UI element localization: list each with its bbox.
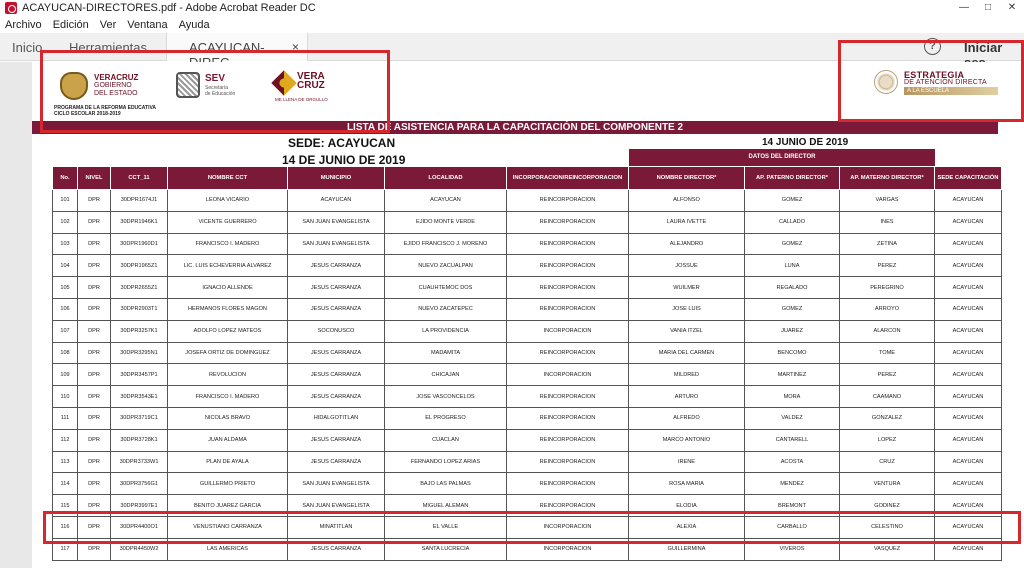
table-cell: DPR	[78, 233, 111, 255]
table-cell: ACOSTA	[745, 451, 840, 473]
menu-archivo[interactable]: Archivo	[5, 18, 42, 31]
table-cell: ACAYUCAN	[935, 429, 1002, 451]
table-cell: JOSSUE	[629, 255, 745, 277]
table-cell: BREMONT	[745, 495, 840, 517]
program-info: PROGRAMA DE LA REFORMA EDUCATIVA CICLO ESCOLAR 2018-2019	[54, 105, 157, 117]
table-cell: LUNA	[745, 255, 840, 277]
table-cell: 30DPR2903T1	[111, 298, 168, 320]
table-cell: ACAYUCAN	[935, 190, 1002, 212]
table-cell: MIGUEL ALEMAN	[385, 495, 507, 517]
table-cell: EJIDO MONTE VERDE	[385, 211, 507, 233]
table-cell: EL VALLE	[385, 516, 507, 538]
table-cell: REINCORPORACION	[507, 211, 629, 233]
table-cell: VASQUEZ	[840, 538, 935, 560]
table-cell: JOSEFA ORTIZ DE DOMINGUEZ	[168, 342, 288, 364]
table-cell: EL PROGRESO	[385, 407, 507, 429]
table-header-row	[53, 167, 1002, 190]
table-cell: 110	[53, 386, 78, 408]
column-header: MUNICIPIO	[288, 167, 385, 190]
table-cell: ACAYUCAN	[935, 342, 1002, 364]
table-row	[53, 342, 1002, 364]
pdf-icon	[5, 2, 17, 14]
table-cell: DPR	[78, 451, 111, 473]
table-cell: ADOLFO LOPEZ MATEOS	[168, 320, 288, 342]
table-cell: PEREGRINO	[840, 277, 935, 299]
table-cell: 30DPR3457P1	[111, 364, 168, 386]
table-cell: 101	[53, 190, 78, 212]
table-cell: ACAYUCAN	[385, 190, 507, 212]
column-header: NOMBRE DIRECTOR*	[629, 167, 745, 190]
table-cell: JOSE VASCONCELOS	[385, 386, 507, 408]
column-header: INCORPORACION/REINCORPORACION	[507, 167, 629, 190]
table-cell: 30DPR3543E1	[111, 386, 168, 408]
table-cell: 116	[53, 516, 78, 538]
table-cell: PLAN DE AYALA	[168, 451, 288, 473]
table-cell: 30DPR1965Z1	[111, 255, 168, 277]
table-cell: LA PROVIDENCIA	[385, 320, 507, 342]
table-row	[53, 386, 1002, 408]
estrategia-line2: DE ATENCIÓN DIRECTA	[904, 79, 987, 86]
table-cell: SOCONUSCO	[288, 320, 385, 342]
table-cell: BAJO LAS PALMAS	[385, 473, 507, 495]
column-header: NIVEL	[78, 167, 111, 190]
menu-ventana[interactable]: Ventana	[127, 18, 168, 31]
table-cell: ACAYUCAN	[935, 298, 1002, 320]
table-cell: 30DPR1946K1	[111, 211, 168, 233]
table-cell: SAN JUAN EVANGELISTA	[288, 233, 385, 255]
tab-tools[interactable]: Herramientas	[69, 40, 148, 55]
table-cell: 104	[53, 255, 78, 277]
table-cell: NUEVO ZACATEPEC	[385, 298, 507, 320]
table-cell: CRUZ	[840, 451, 935, 473]
table-cell: GUILLERMINA	[629, 538, 745, 560]
highlight-box-logos	[40, 50, 390, 133]
table-cell: INES	[840, 211, 935, 233]
table-cell: TOME	[840, 342, 935, 364]
table-cell: VICENTE GUERRERO	[168, 211, 288, 233]
datos-director-header: DATOS DEL DIRECTOR	[629, 149, 935, 166]
table-cell: REINCORPORACION	[507, 473, 629, 495]
window-controls	[952, 0, 1024, 16]
table-cell: 113	[53, 451, 78, 473]
table-cell: 108	[53, 342, 78, 364]
table-cell: ACAYUCAN	[935, 233, 1002, 255]
table-cell: REVOLUCION	[168, 364, 288, 386]
table-cell: JESUS CARRANZA	[288, 538, 385, 560]
table-row	[53, 298, 1002, 320]
table-cell: ACAYUCAN	[935, 277, 1002, 299]
table-cell: ACAYUCAN	[935, 386, 1002, 408]
window-title: ACAYUCAN-DIRECTORES.pdf - Adobe Acrobat Reader DC	[22, 2, 316, 14]
table-cell: ARTURO	[629, 386, 745, 408]
table-cell: REINCORPORACION	[507, 429, 629, 451]
table-cell: 30DPR3728K1	[111, 429, 168, 451]
menu-ver[interactable]: Ver	[99, 18, 117, 31]
table-row	[53, 211, 1002, 233]
sev-logo-line2: Secretaría de Educación	[205, 85, 236, 97]
document-area[interactable]	[0, 62, 1024, 568]
table-cell: 115	[53, 495, 78, 517]
table-cell: HIDALGOTITLAN	[288, 407, 385, 429]
table-cell: DPR	[78, 429, 111, 451]
menu-ayuda[interactable]: Ayuda	[178, 18, 210, 31]
column-header: No.	[53, 167, 78, 190]
table-cell: ROSA MARIA	[629, 473, 745, 495]
gob-logo-line1: VERACRUZ	[94, 73, 139, 82]
sede-heading: SEDE: ACAYUCAN	[288, 136, 396, 150]
table-cell: 109	[53, 364, 78, 386]
table-cell: ACAYUCAN	[935, 516, 1002, 538]
table-row	[53, 473, 1002, 495]
column-header: AP. PATERNO DIRECTOR*	[745, 167, 840, 190]
date-heading-right: 14 JUNIO DE 2019	[762, 137, 849, 148]
table-cell: FERNANDO LOPEZ ARIAS	[385, 451, 507, 473]
table-cell: ACAYUCAN	[935, 495, 1002, 517]
date-heading-left: 14 DE JUNIO DE 2019	[282, 153, 406, 167]
table-cell: GUILLERMO PRIETO	[168, 473, 288, 495]
table-cell: EJIDO FRANCISCO J. MORENO	[385, 233, 507, 255]
table-cell: ACAYUCAN	[935, 473, 1002, 495]
table-cell: GOMEZ	[745, 190, 840, 212]
table-cell: 30DPR3756G1	[111, 473, 168, 495]
table-cell: DPR	[78, 255, 111, 277]
table-cell: CANTARELL	[745, 429, 840, 451]
table-cell: ALARCON	[840, 320, 935, 342]
table-cell: ACAYUCAN	[935, 364, 1002, 386]
table-cell: DPR	[78, 277, 111, 299]
table-cell: ALEXIA	[629, 516, 745, 538]
table-cell: 103	[53, 233, 78, 255]
table-cell: MADAMITA	[385, 342, 507, 364]
table-cell: JESUS CARRANZA	[288, 255, 385, 277]
table-cell: JESUS CARRANZA	[288, 277, 385, 299]
list-title: LISTA DE ASISTENCIA PARA LA CAPACITACIÓN DEL COMPONENTE 2	[32, 121, 998, 134]
table-cell: DPR	[78, 495, 111, 517]
column-header: AP. MATERNO DIRECTOR*	[840, 167, 935, 190]
table-cell: JESUS CARRANZA	[288, 451, 385, 473]
estrategia-line3: A LA ESCUELA	[904, 87, 998, 95]
table-cell: VALDEZ	[745, 407, 840, 429]
table-cell: INCORPORACION	[507, 516, 629, 538]
table-cell: REINCORPORACION	[507, 342, 629, 364]
table-cell: 30DPR2655Z1	[111, 277, 168, 299]
column-header: NOMBRE CCT	[168, 167, 288, 190]
table-cell: MENDEZ	[745, 473, 840, 495]
table-cell: 30DPR3719C1	[111, 407, 168, 429]
table-cell: SAN JUAN EVANGELISTA	[288, 473, 385, 495]
table-cell: 30DPR3997E1	[111, 495, 168, 517]
table-cell: DPR	[78, 364, 111, 386]
table-cell: DPR	[78, 211, 111, 233]
help-icon[interactable]: ?	[924, 38, 941, 55]
table-cell: JESUS CARRANZA	[288, 429, 385, 451]
table-cell: 30DPR1674J1	[111, 190, 168, 212]
table-cell: GOMEZ	[745, 233, 840, 255]
title-bar	[0, 0, 1024, 16]
vc-logo-line1: VERA CRUZ	[297, 71, 325, 91]
table-cell: CAAMANO	[840, 386, 935, 408]
table-cell: ACAYUCAN	[935, 407, 1002, 429]
table-cell: SANTA LUCRECIA	[385, 538, 507, 560]
table-cell: ARROYO	[840, 298, 935, 320]
table-cell: 117	[53, 538, 78, 560]
table-cell: BENITO JUAREZ GARCIA	[168, 495, 288, 517]
table-cell: 30DPR3257K1	[111, 320, 168, 342]
table-row	[53, 407, 1002, 429]
table-cell: 114	[53, 473, 78, 495]
table-cell: JESUS CARRANZA	[288, 386, 385, 408]
table-cell: DPR	[78, 407, 111, 429]
table-cell: CELESTINO	[840, 516, 935, 538]
tab-home[interactable]: Inicio	[12, 40, 43, 55]
gob-logo-line2: GOBIERNO DEL ESTADO	[94, 82, 138, 97]
close-icon[interactable]: ×	[291, 40, 299, 54]
table-cell: REINCORPORACION	[507, 407, 629, 429]
table-cell: INCORPORACION	[507, 364, 629, 386]
table-row	[53, 255, 1002, 277]
table-cell: MINATITLAN	[288, 516, 385, 538]
table-cell: DPR	[78, 473, 111, 495]
table-cell: PEREZ	[840, 255, 935, 277]
table-cell: ZETINA	[840, 233, 935, 255]
table-cell: NICOLAS BRAVO	[168, 407, 288, 429]
table-cell: FRANCISCO I. MADERO	[168, 386, 288, 408]
estrategia-line1: ESTRATEGIA	[904, 70, 965, 80]
table-row	[53, 233, 1002, 255]
table-row	[53, 320, 1002, 342]
table-cell: VIVEROS	[745, 538, 840, 560]
column-header: CCT_11	[111, 167, 168, 190]
table-row	[53, 277, 1002, 299]
pdf-page	[32, 62, 1024, 568]
table-cell: ACAYUCAN	[935, 320, 1002, 342]
table-cell: CALLADO	[745, 211, 840, 233]
table-cell: CUACLAN	[385, 429, 507, 451]
table-cell: WUILMER	[629, 277, 745, 299]
table-row	[53, 364, 1002, 386]
attendance-table	[52, 166, 1002, 561]
close-window-button[interactable]: ✕	[1007, 2, 1017, 13]
table-cell: NUEVO ZACUALPAN	[385, 255, 507, 277]
table-cell: ALFREDO	[629, 407, 745, 429]
sev-logo-line1: SEV	[205, 73, 226, 84]
table-cell: CHICAJAN	[385, 364, 507, 386]
tab-document-label: ACAYUCAN-	[189, 40, 265, 55]
table-cell: CUAUHTEMOC DOS	[385, 277, 507, 299]
table-cell: IGNACIO ALLENDE	[168, 277, 288, 299]
table-cell: 102	[53, 211, 78, 233]
table-cell: ACAYUCAN	[935, 538, 1002, 560]
table-cell: DPR	[78, 190, 111, 212]
menu-bar	[0, 16, 1024, 33]
table-cell: VARGAS	[840, 190, 935, 212]
table-row	[53, 451, 1002, 473]
table-cell: MARTINEZ	[745, 364, 840, 386]
table-cell: DPR	[78, 320, 111, 342]
table-cell: GODINEZ	[840, 495, 935, 517]
table-cell: JUAREZ	[745, 320, 840, 342]
table-cell: MARIA DEL CARMEN	[629, 342, 745, 364]
table-cell: MORA	[745, 386, 840, 408]
highlight-box-row-116	[43, 511, 1021, 544]
table-cell: VENTURA	[840, 473, 935, 495]
table-cell: REINCORPORACION	[507, 190, 629, 212]
table-cell: PEREZ	[840, 364, 935, 386]
table-cell: 30DPR3295N1	[111, 342, 168, 364]
table-cell: ACAYUCAN	[935, 211, 1002, 233]
table-cell: LAURA IVETTE	[629, 211, 745, 233]
vc-logo-line2: ME LLENA DE ORGULLO	[275, 97, 328, 102]
table-cell: SAN JUAN EVANGELISTA	[288, 495, 385, 517]
table-body	[53, 190, 1002, 561]
table-cell: INCORPORACION	[507, 538, 629, 560]
table-cell: 30DPR3733W1	[111, 451, 168, 473]
table-cell: REINCORPORACION	[507, 233, 629, 255]
table-cell: MARCO ANTONIO	[629, 429, 745, 451]
table-cell: LIC. LUIS ECHEVERRIA ALVAREZ	[168, 255, 288, 277]
menu-edicion[interactable]: Edición	[52, 18, 89, 31]
table-cell: CARBALLO	[745, 516, 840, 538]
table-cell: DPR	[78, 516, 111, 538]
table-cell: REINCORPORACION	[507, 277, 629, 299]
table-cell: ALEJANDRO	[629, 233, 745, 255]
table-cell: LEONA VICARIO	[168, 190, 288, 212]
minimize-button[interactable]: —	[959, 2, 969, 13]
table-cell: VENUSTIANO CARRANZA	[168, 516, 288, 538]
table-cell: 30DPR4400O1	[111, 516, 168, 538]
table-cell: REINCORPORACION	[507, 451, 629, 473]
table-cell: ALFONSO	[629, 190, 745, 212]
table-cell: JOSE LUIS	[629, 298, 745, 320]
maximize-button[interactable]: □	[984, 2, 992, 13]
table-cell: 107	[53, 320, 78, 342]
highlight-box-estrategia	[838, 40, 1024, 122]
table-cell: FRANCISCO I. MADERO	[168, 233, 288, 255]
table-cell: ACAYUCAN	[935, 451, 1002, 473]
table-cell: MILDRED	[629, 364, 745, 386]
table-cell: GONZALEZ	[840, 407, 935, 429]
table-cell: HERMANOS FLORES MAGON	[168, 298, 288, 320]
table-cell: 30DPR1960D1	[111, 233, 168, 255]
table-cell: SAN JUAN EVANGELISTA	[288, 211, 385, 233]
table-cell: 112	[53, 429, 78, 451]
table-cell: DPR	[78, 538, 111, 560]
table-row	[53, 190, 1002, 212]
table-cell: 105	[53, 277, 78, 299]
table-cell: ACAYUCAN	[935, 255, 1002, 277]
column-header: LOCALIDAD	[385, 167, 507, 190]
table-cell: GOMEZ	[745, 298, 840, 320]
table-cell: BENCOMO	[745, 342, 840, 364]
table-cell: JESUS CARRANZA	[288, 364, 385, 386]
table-cell: LAS AMERICAS	[168, 538, 288, 560]
table-cell: VANIA ITZEL	[629, 320, 745, 342]
table-cell: DPR	[78, 386, 111, 408]
table-cell: 106	[53, 298, 78, 320]
column-header: SEDE CAPACITACIÓN	[935, 167, 1002, 190]
table-cell: 30DPR4450W2	[111, 538, 168, 560]
table-cell: REGALADO	[745, 277, 840, 299]
table-cell: INCORPORACION	[507, 320, 629, 342]
table-cell: IRENE	[629, 451, 745, 473]
table-cell: ACAYUCAN	[288, 190, 385, 212]
table-cell: REINCORPORACION	[507, 255, 629, 277]
table-cell: REINCORPORACION	[507, 298, 629, 320]
table-cell: JUAN ALDAMA	[168, 429, 288, 451]
table-cell: DPR	[78, 298, 111, 320]
table-cell: REINCORPORACION	[507, 495, 629, 517]
table-cell: REINCORPORACION	[507, 386, 629, 408]
table-cell: DPR	[78, 342, 111, 364]
table-cell: ELODIA	[629, 495, 745, 517]
table-row	[53, 429, 1002, 451]
table-cell: 111	[53, 407, 78, 429]
table-cell: JESUS CARRANZA	[288, 342, 385, 364]
table-cell: LOPEZ	[840, 429, 935, 451]
signin-button[interactable]: Iniciar	[964, 40, 1003, 55]
table-cell: JESUS CARRANZA	[288, 298, 385, 320]
